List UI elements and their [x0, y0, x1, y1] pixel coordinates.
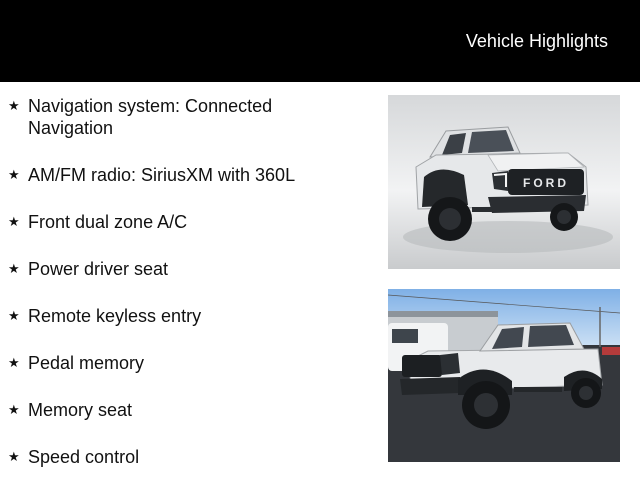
feature-item	[8, 211, 308, 233]
feature-text: Navigation system: Connected Navigation	[28, 96, 273, 138]
feature-text: Speed control	[28, 447, 140, 467]
star-bullet-icon: ★	[8, 261, 20, 276]
feature-text: Pedal memory	[28, 353, 145, 373]
feature-item	[8, 164, 308, 186]
page-title: Vehicle Highlights	[465, 31, 608, 51]
feature-text: Front dual zone A/C	[28, 212, 188, 232]
star-bullet-icon: ★	[8, 98, 20, 113]
feature-item	[8, 258, 308, 280]
feature-item	[8, 399, 308, 421]
star-bullet-icon: ★	[8, 308, 20, 323]
vehicle-photo-front	[388, 95, 620, 269]
feature-item	[8, 95, 308, 139]
star-bullet-icon: ★	[8, 214, 20, 229]
feature-text: Power driver seat	[28, 259, 169, 279]
feature-text: AM/FM radio: SiriusXM with 360L	[28, 165, 296, 185]
star-bullet-icon: ★	[8, 402, 20, 417]
star-bullet-icon: ★	[8, 167, 20, 182]
feature-item	[8, 305, 308, 327]
star-bullet-icon: ★	[8, 355, 20, 370]
star-bullet-icon: ★	[8, 449, 20, 464]
truck-front-studio-photo-icon	[388, 95, 620, 269]
vehicle-photo-lot	[388, 289, 620, 462]
feature-text: Memory seat	[28, 400, 133, 420]
grille-lettering: FORD	[523, 176, 569, 190]
feature-text: Remote keyless entry	[28, 306, 202, 326]
feature-item	[8, 352, 308, 374]
truck-side-lot-photo-icon	[388, 289, 620, 462]
feature-item	[8, 446, 308, 468]
